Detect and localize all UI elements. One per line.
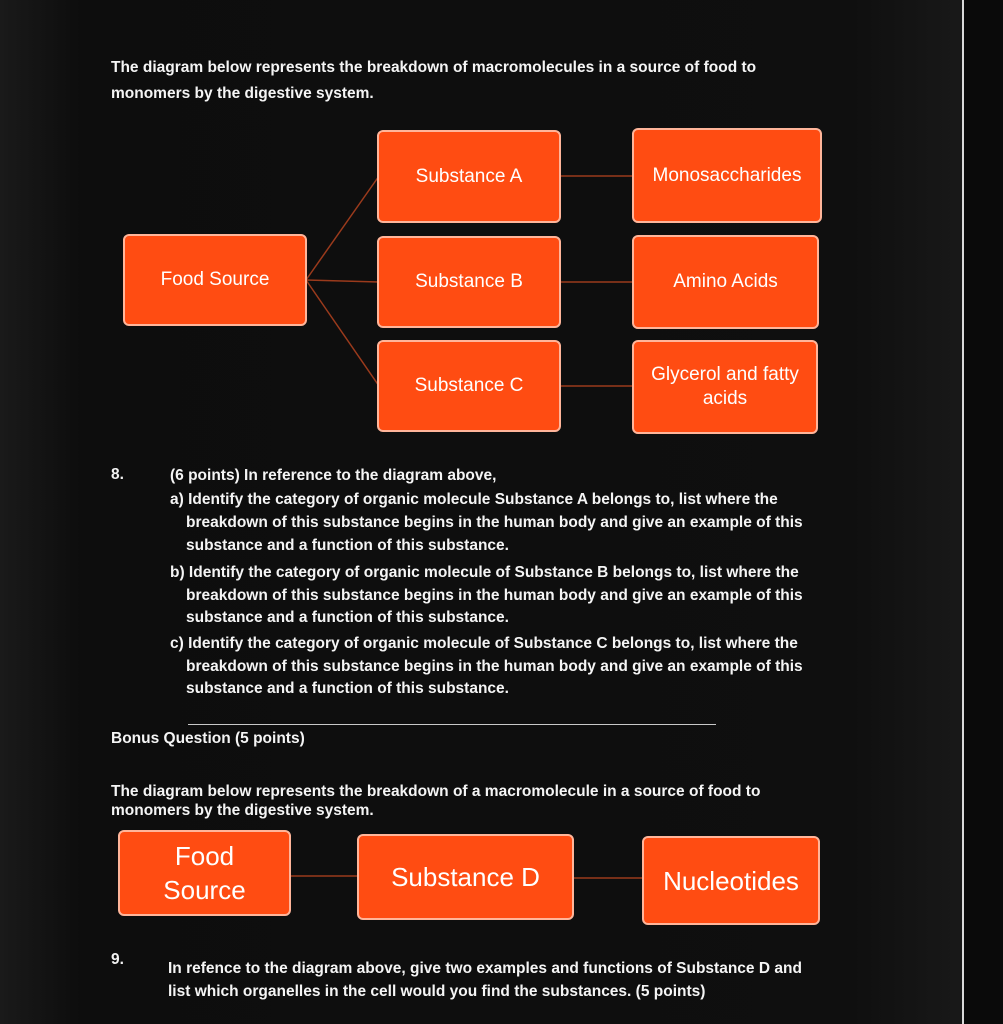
box-substance-a: Substance A bbox=[377, 130, 561, 223]
q9-line-2: list which organelles in the cell would you find the substances. (5 points) bbox=[168, 983, 706, 1000]
box-substance-d: Substance D bbox=[357, 834, 574, 920]
box-nucleotides: Nucleotides bbox=[642, 836, 820, 925]
box-monosaccharides: Monosaccharides bbox=[632, 128, 822, 223]
box-food-source: Food Source bbox=[123, 234, 307, 326]
intro-line-1: The diagram below represents the breakdown of macromolecules in a source of food to bbox=[111, 59, 757, 76]
q9-line-1: In refence to the diagram above, give two examples and functions of Substance D and bbox=[168, 960, 802, 977]
connector-food-c bbox=[306, 280, 379, 386]
q8-number: 8. bbox=[111, 466, 124, 483]
q8c-line-3: substance and a function of this substance. bbox=[186, 680, 509, 697]
bonus-intro-line-1: The diagram below represents the breakdown of a macromolecule in a source of food to bbox=[111, 783, 761, 800]
q8a-line-1: a) Identify the category of organic molecule Substance A belongs to, list where the bbox=[170, 491, 778, 508]
box-glycerol-fatty-acids: Glycerol and fatty acids bbox=[632, 340, 818, 434]
q8a-line-2: breakdown of this substance begins in the human body and give an example of this bbox=[186, 514, 803, 531]
q8b-line-1: b) Identify the category of organic molecule of Substance B belongs to, list where the bbox=[170, 564, 799, 581]
divider-line bbox=[188, 724, 716, 725]
q9-number: 9. bbox=[111, 951, 124, 968]
q8a-line-3: substance and a function of this substance. bbox=[186, 537, 509, 554]
connector-food-b bbox=[306, 280, 379, 282]
box-amino-acids: Amino Acids bbox=[632, 235, 819, 329]
intro-line-2: monomers by the digestive system. bbox=[111, 85, 374, 102]
box-food-source-2: Food Source bbox=[118, 830, 291, 916]
connector-food-a bbox=[306, 176, 379, 280]
q8b-line-2: breakdown of this substance begins in the human body and give an example of this bbox=[186, 587, 803, 604]
bonus-heading: Bonus Question (5 points) bbox=[111, 730, 305, 747]
box-substance-b: Substance B bbox=[377, 236, 561, 328]
box-substance-c: Substance C bbox=[377, 340, 561, 432]
q8c-line-2: breakdown of this substance begins in the human body and give an example of this bbox=[186, 658, 803, 675]
q8b-line-3: substance and a function of this substance. bbox=[186, 609, 509, 626]
bonus-intro-line-2: monomers by the digestive system. bbox=[111, 802, 374, 819]
q8-stem: (6 points) In reference to the diagram above, bbox=[170, 467, 497, 484]
q8c-line-1: c) Identify the category of organic molecule of Substance C belongs to, list where the bbox=[170, 635, 798, 652]
